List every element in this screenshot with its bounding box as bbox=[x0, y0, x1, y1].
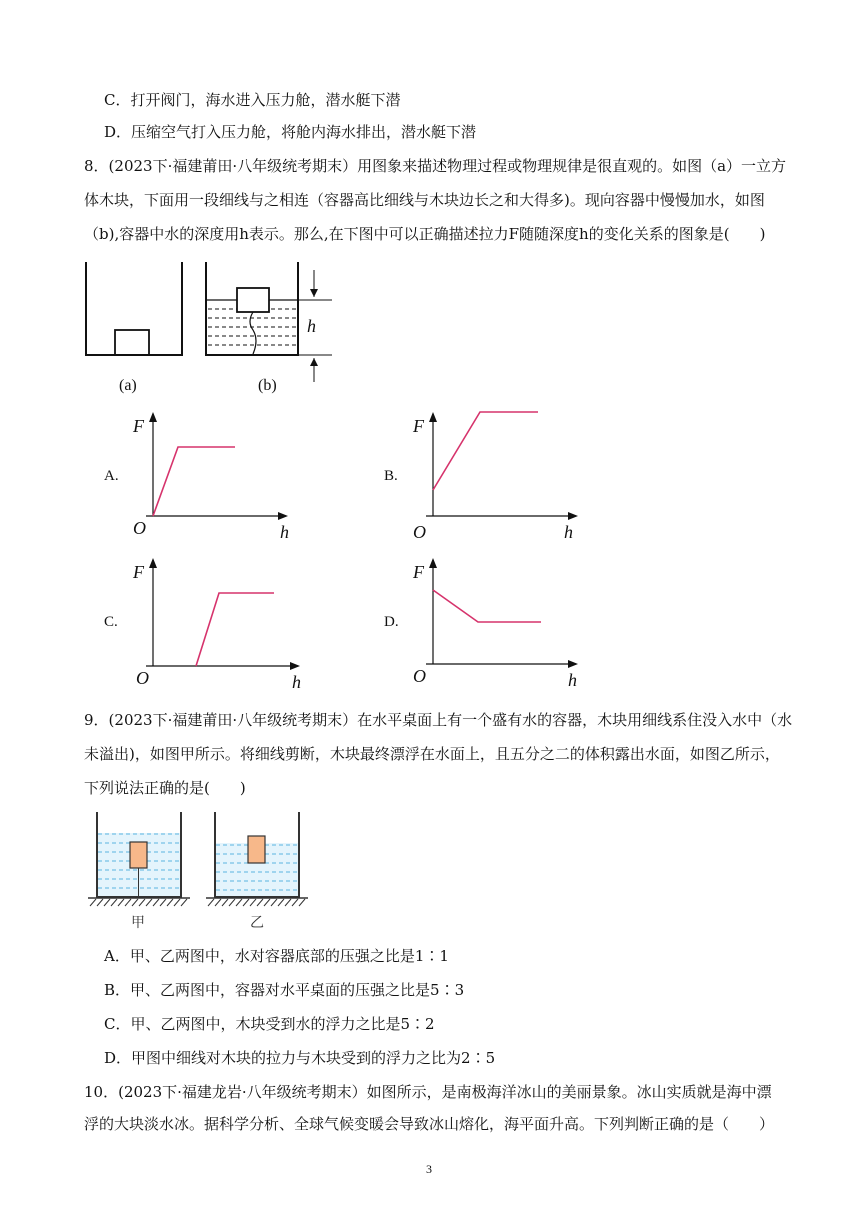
q9-option-d: D．甲图中细线对木块的拉力与木块受到的浮力之比为2∶5 bbox=[104, 1049, 496, 1067]
graph-c bbox=[128, 554, 328, 694]
graph-a-y-label: F bbox=[133, 416, 144, 436]
figure-yi bbox=[206, 812, 308, 906]
q9-option-b: B．甲、乙两图中，容器对水平桌面的压强之比是5∶3 bbox=[104, 981, 465, 999]
q9-text-line2: 未溢出)，如图甲所示。将细线剪断，木块最终漂浮在水面上，且五分之二的体积露出水面，如图乙所示， bbox=[84, 745, 780, 763]
q9-option-a: A．甲、乙两图中，水对容器底部的压强之比是1∶1 bbox=[104, 947, 449, 965]
graph-b-line bbox=[433, 412, 538, 490]
graph-b bbox=[408, 408, 608, 548]
graph-d-origin: O bbox=[413, 666, 426, 686]
graph-d-x-label: h bbox=[568, 670, 577, 690]
graph-a bbox=[128, 408, 328, 548]
option-c-label: C. bbox=[104, 614, 118, 630]
q7-option-c: C．打开阀门，海水进入压力舱，潜水艇下潜 bbox=[104, 91, 401, 109]
graph-c-y-label: F bbox=[133, 562, 144, 582]
graph-c-line bbox=[196, 593, 274, 666]
graph-c-x-label: h bbox=[292, 672, 301, 692]
q8-text-line3: （b),容器中水的深度用h表示。那么,在下图中可以正确描述拉力F随随深度h的变化关系的图象是( ) bbox=[84, 225, 766, 243]
figure-b-label: (b) bbox=[258, 377, 277, 394]
graph-c-origin: O bbox=[136, 668, 149, 688]
q9-text-line3: 下列说法正确的是( ) bbox=[84, 779, 246, 797]
option-d-label: D. bbox=[384, 614, 399, 630]
q9-text-line1: 9．(2023下·福建莆田·八年级统考期末）在水平桌面上有一个盛有水的容器，木块用细线系住没入水中（水 bbox=[84, 711, 793, 729]
option-a-label: A. bbox=[104, 468, 119, 484]
figure-a-label: (a) bbox=[119, 377, 137, 394]
q8-text-line2: 体木块，下面用一段细线与之相连（容器高比细线与木块边长之和大得多)。现向容器中慢慢加水，如图 bbox=[84, 191, 765, 209]
graph-b-y-label: F bbox=[413, 416, 424, 436]
graph-a-origin: O bbox=[133, 518, 146, 538]
graph-a-x-label: h bbox=[280, 522, 289, 542]
graph-d bbox=[408, 554, 608, 694]
figure-yi-label: 乙 bbox=[250, 915, 264, 931]
q8-text-line1: 8．(2023下·福建莆田·八年级统考期末）用图象来描述物理过程或物理规律是很直观的。如图（a）一立方 bbox=[84, 157, 787, 175]
q9-option-c: C．甲、乙两图中，木块受到水的浮力之比是5∶2 bbox=[104, 1015, 435, 1033]
graph-b-origin: O bbox=[413, 522, 426, 542]
q7-option-d: D．压缩空气打入压力舱，将舱内海水排出，潜水艇下潜 bbox=[104, 123, 477, 141]
page-number: 3 bbox=[426, 1162, 432, 1176]
graph-d-line bbox=[433, 590, 541, 622]
figure-jia-label: 甲 bbox=[131, 915, 145, 931]
depth-h-label: h bbox=[307, 316, 316, 336]
option-b-label: B. bbox=[384, 468, 398, 484]
graph-b-x-label: h bbox=[564, 522, 573, 542]
q10-text-line2: 浮的大块淡水冰。据科学分析、全球气候变暖会导致冰山熔化，海平面升高。下列判断正确的是（ ） bbox=[84, 1115, 775, 1133]
graph-a-line bbox=[153, 447, 235, 516]
graph-d-y-label: F bbox=[413, 562, 424, 582]
figure-jia bbox=[88, 812, 190, 906]
q10-text-line1: 10．(2023下·福建龙岩·八年级统考期末）如图所示，是南极海洋冰山的美丽景象。冰山实质就是海中漂 bbox=[84, 1083, 772, 1101]
